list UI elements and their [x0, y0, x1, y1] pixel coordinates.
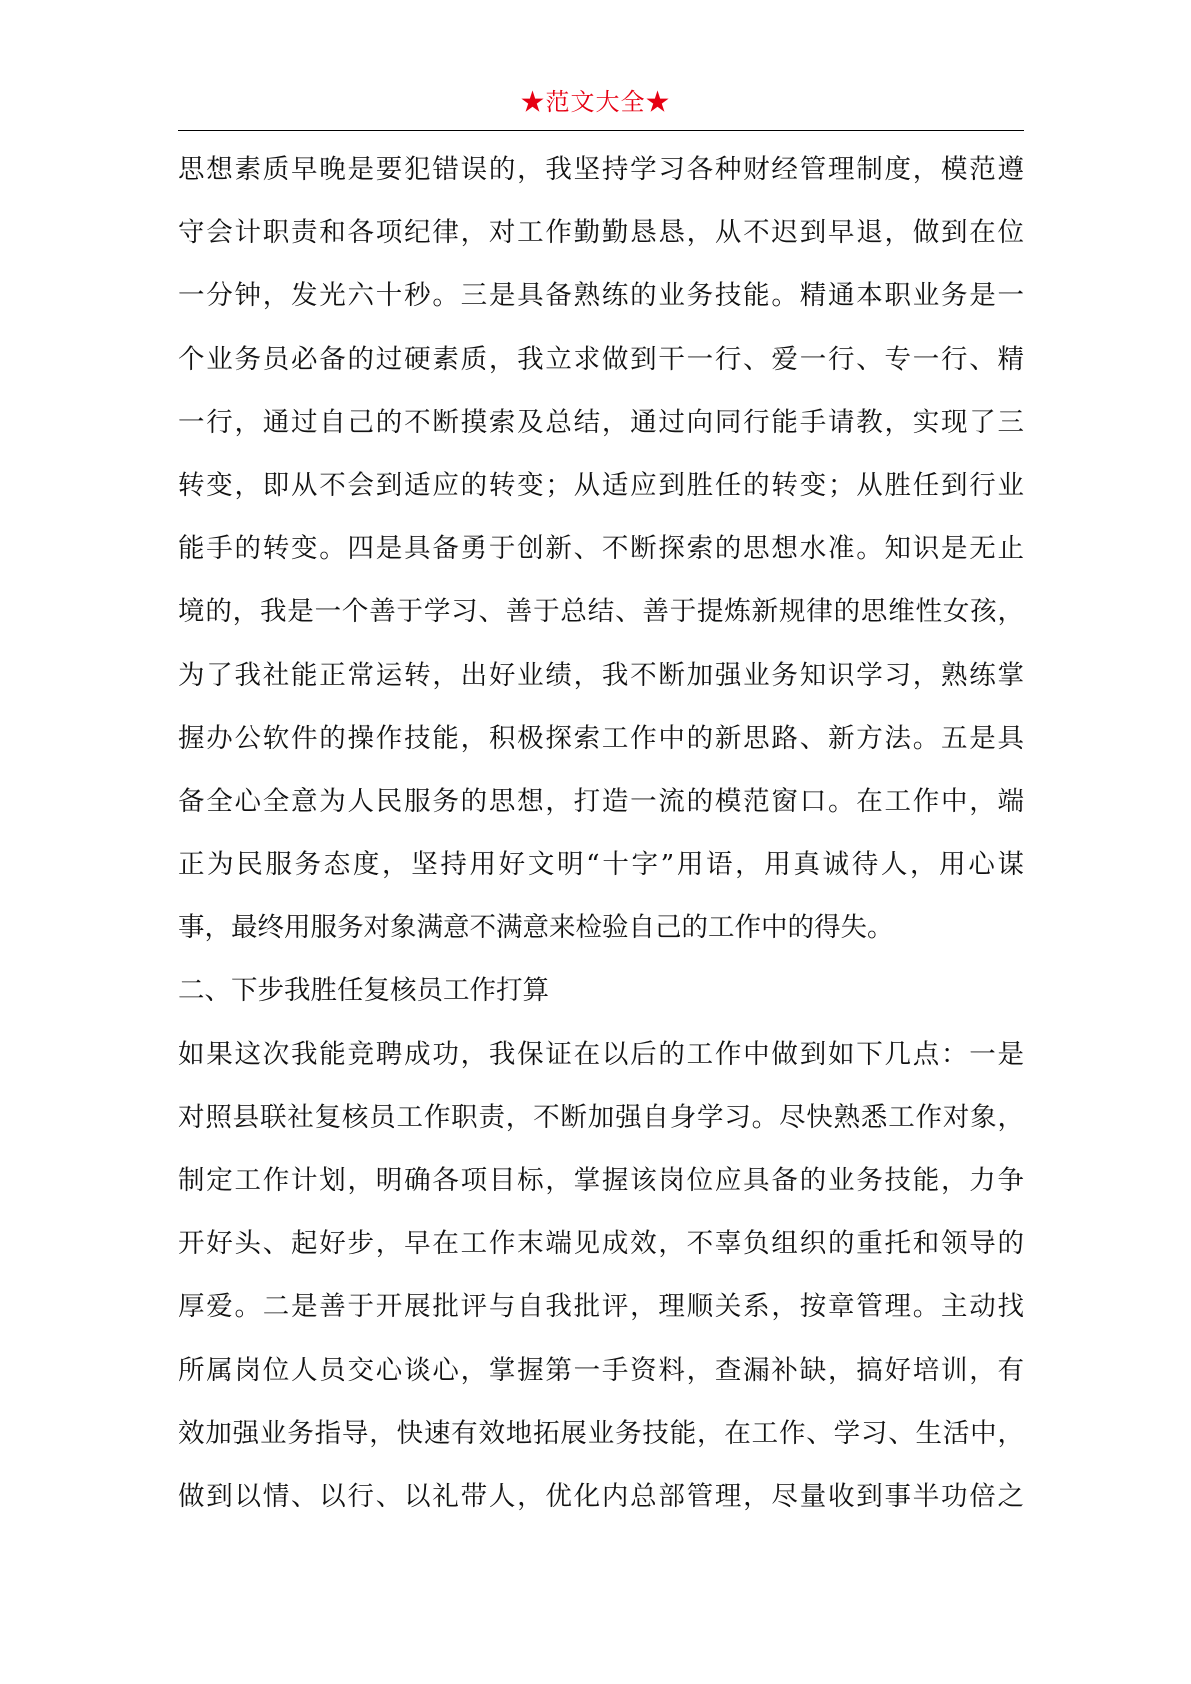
text-line: 正为民服务态度，坚持用好文明“十字”用语，用真诚待人，用心谋 [178, 849, 1024, 881]
text-line: 能手的转变。四是具备勇于创新、不断探索的思想水准。知识是无止 [178, 533, 1024, 565]
header-divider [178, 130, 1024, 131]
text-line: 对照县联社复核员工作职责，不断加强自身学习。尽快熟悉工作对象， [178, 1101, 1024, 1133]
page-header-title: ★范文大全★ [520, 88, 671, 116]
text-line: 事，最终用服务对象满意不满意来检验自己的工作中的得失。 [178, 912, 894, 944]
text-line: 做到以情、以行、以礼带人，优化内总部管理，尽量收到事半功倍之 [178, 1480, 1024, 1512]
document-body [178, 138, 1024, 1528]
text-line: 握办公软件的操作技能，积极探索工作中的新思路、新方法。五是具 [178, 722, 1024, 754]
text-line: 转变，即从不会到适应的转变；从适应到胜任的转变；从胜任到行业 [178, 469, 1024, 501]
text-line: 备全心全意为人民服务的思想，打造一流的模范窗口。在工作中，端 [178, 785, 1024, 817]
text-line: 效加强业务指导，快速有效地拓展业务技能，在工作、学习、生活中， [178, 1417, 1024, 1449]
text-line: 如果这次我能竞聘成功，我保证在以后的工作中做到如下几点：一是 [178, 1038, 1024, 1070]
section-heading: 二、下步我胜任复核员工作打算 [178, 975, 549, 1007]
text-line: 境的，我是一个善于学习、善于总结、善于提炼新规律的思维性女孩， [178, 596, 1024, 628]
text-line: 思想素质早晚是要犯错误的，我坚持学习各种财经管理制度，模范遵 [178, 154, 1024, 185]
text-line: 开好头、起好步，早在工作末端见成效，不辜负组织的重托和领导的 [178, 1228, 1024, 1260]
text-line: 个业务员必备的过硬素质，我立求做到干一行、爱一行、专一行、精 [178, 343, 1024, 375]
text-line: 一分钟，发光六十秒。三是具备熟练的业务技能。精通本职业务是一 [178, 280, 1024, 312]
text-line: 制定工作计划，明确各项目标，掌握该岗位应具备的业务技能，力争 [178, 1165, 1024, 1196]
text-line: 为了我社能正常运转，出好业绩，我不断加强业务知识学习，熟练掌 [178, 659, 1024, 691]
text-line: 所属岗位人员交心谈心，掌握第一手资料，查漏补缺，搞好培训，有 [178, 1354, 1024, 1386]
text-line: 守会计职责和各项纪律，对工作勤勤恳恳，从不迟到早退，做到在位 [178, 217, 1024, 249]
text-line: 一行，通过自己的不断摸索及总结，通过向同行能手请教，实现了三 [178, 406, 1024, 438]
text-line: 厚爱。二是善于开展批评与自我批评，理顺关系，按章管理。主动找 [178, 1291, 1024, 1323]
